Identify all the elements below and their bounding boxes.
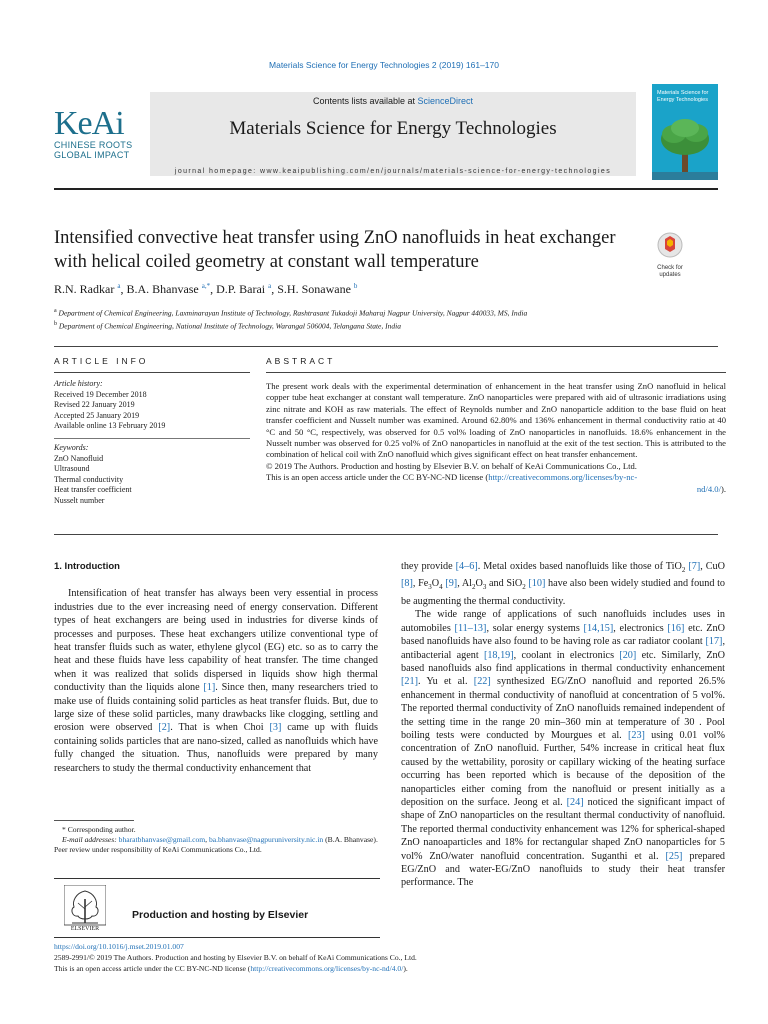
cover-title: Materials Science for Energy Technologies [657,90,709,103]
article-info-rule [54,372,250,373]
citation-link[interactable]: [2] [158,722,171,734]
body-paragraph: Intensification of heat transfer has always been very essential in process industries due to the ever increasing need of energy conservation. Different types of heat exchangers are being used in industries for diverse kinds of processes and purposes. These heat exchangers utilize conventional type of heat transfer fluids such as water, ethylene glycol (EG) etc. so as to carry the heat and these fluids have less capability of heat transfer. The time changed when it was realized that solids dispersed in liquids show high thermal conductivity than the liquids alone [1]. Since then, many researchers tried to make use of fluids containing solid particles as heat transfer fluids. But, due to large size of these solid particles, many drawbacks like clogging, settling and erosion were observed [2]. That is when Choi [3] came up with fluids containing solids particles that are nano-sized, called as nanofluids which have fully changed the situation. Thus, nanofluids were prepared by many researchers to study the thermal conductivity enhancement that [54,588,378,774]
keyword: Nusselt number [54,495,105,505]
doi-link[interactable]: https://doi.org/10.1016/j.mset.2019.01.007 [54,942,184,951]
abstract-license: This is an open access article under the CC BY-NC-ND license (http://creativecommons.org/licenses/by-nc- [266,472,638,483]
journal-title: Materials Science for Energy Technologies [229,118,557,139]
citation-link[interactable]: [14,15] [583,622,614,634]
citation-link[interactable]: [18,19] [483,649,514,661]
citation-link[interactable]: [21] [401,676,418,688]
citation-link[interactable]: [23] [627,729,645,741]
keai-tagline-1: CHINESE ROOTS [54,140,133,150]
footer-copyright: 2589-2991/© 2019 The Authors. Production and hosting by Elsevier B.V. on behalf of KeAi Communications Co., Ltd. [54,953,417,962]
tree-icon [652,84,718,180]
citation-link[interactable]: [9] [445,578,458,590]
abstract-heading: ABSTRACT [266,356,336,366]
journal-reference-link[interactable]: Materials Science for Energy Technologies 2 (2019) 161–170 [269,60,499,70]
footer-license: This is an open access article under the CC BY-NC-ND license (http://creativecommons.org/licenses/by-nc-nd/4.0/). [54,964,408,973]
elsevier-label: ELSEVIER [70,926,100,931]
article-info [54,379,250,507]
keywords-label: Keywords: [54,442,89,452]
keai-logo [54,105,144,160]
abstract-text: The present work deals with the experimental determination of enhancement in the heat transfer using ZnO nanofluid in helical copper tube heat exchanger at constant wall temperature. ZnO nanoparticles were prepared with aid of ultrasonic irradiations using zinc nitrate and KOH as raw materials. The effect of Reynolds number and ZnO nanoparticle addition to the base fluid on heat transfer coefficient and Nusselt number was examined. Around 62.80% and 136% enhancement in thermal conductivity ratio at 40 °C and 50 °C, respectively, was observed for 0.5 vol% loading of ZnO nanoparticles in nanofluids. 18.6% enhancement in the Nusselt number was observed for 0.25 vol% of ZnO nanoparticles in nanofluid at the exit of the test section. This is attributed to the combination of helical coil with ZnO nanofluid which gives significant effect on heat transfer enhancement. [266,381,726,460]
production-hosting-text: Production and hosting by Elsevier [132,909,309,921]
journal-homepage[interactable]: journal homepage: www.keaipublishing.com/en/journals/materials-science-for-energy-technologies [174,168,612,175]
info-divider [54,438,250,439]
crossmark-label: Check for updates [657,265,683,278]
contents-line: Contents lists available at ScienceDirect [312,96,474,106]
history-item: Accepted 25 January 2019 [54,410,140,420]
abstract-rule [266,372,726,373]
abstract-copyright: © 2019 The Authors. Production and hosting by Elsevier B.V. on behalf of KeAi Communications Co., Ltd. [266,460,637,471]
citation-link[interactable]: [1] [203,682,216,694]
sciencedirect-link[interactable]: ScienceDirect [417,96,474,106]
journal-cover-thumbnail[interactable] [652,84,718,180]
footnotes [54,825,380,855]
elsevier-tree-icon [64,885,106,931]
body-column-right [401,560,725,890]
history-label: Article history: [54,379,103,388]
body-paragraph: they provide [4–6]. Metal oxides based nanofluids like those of TiO$_2$ [7], CuO [8], $Fe_3O_4$ [9], $Al_2O_3$ and SiO$_2$ [10] have also been widely studied and found to be augmenting the thermal conductivity. [401,561,726,607]
peer-review-note: Peer review under responsibility of KeAi Communications Co., Ltd. [54,845,262,854]
keyword: Thermal conductivity [54,474,124,484]
author-name[interactable]: D.P. Barai [216,282,266,296]
page-footer [54,941,718,974]
citation-link[interactable]: [10] [528,578,546,590]
history-item: Revised 22 January 2019 [54,400,135,410]
introduction-heading: 1. Introduction [54,561,120,572]
article-info-heading: ARTICLE INFO [54,356,149,366]
history-item: Available online 13 February 2019 [54,421,166,431]
keai-tagline-2: GLOBAL IMPACT [54,150,130,160]
author-sup: a [268,282,272,290]
footnote-rule [54,820,134,821]
author-sup: b [353,282,358,290]
section-rule [54,346,718,347]
journal-header [54,84,718,188]
citation-link[interactable]: [8] [401,578,413,590]
author-sup: a,* [201,282,211,290]
citation-link[interactable]: [22] [473,676,491,688]
crossmark-icon [657,232,683,258]
keyword: ZnO Nanofluid [54,453,104,463]
header-rule [54,188,718,190]
keyword: Ultrasound [54,464,90,474]
email-note: E-mail addresses: bharatbhanvase@gmail.com, ba.bhanvase@nagpuruniversity.nic.in (B.A. Bhanvase). [62,835,378,844]
email-link[interactable]: bharatbhanvase@gmail.com [118,835,206,844]
keyword: Heat transfer coefficient [54,485,132,495]
author-name[interactable]: S.H. Sonawane [277,282,351,296]
author-sup: a [117,282,121,290]
elsevier-banner [54,878,380,938]
license-link[interactable]: nd/4.0/ [696,483,721,494]
body-column-left [54,560,378,775]
license-link[interactable]: http://creativecommons.org/licenses/by-nc-nd/4.0/ [250,964,404,973]
check-for-updates-button[interactable] [650,232,690,278]
email-link[interactable]: ba.bhanvase@nagpuruniversity.nic.in [208,835,324,844]
author-name[interactable]: B.A. Bhanvase [126,282,199,296]
citation-link[interactable]: [11–13] [454,622,487,634]
section-rule [54,534,718,535]
license-link[interactable]: http://creativecommons.org/licenses/by-nc- [488,472,638,483]
citation-link[interactable]: [4–6] [455,561,478,572]
body-paragraph: The wide range of applications of such nanofluids includes uses in automobiles [11–13], solar energy systems [14,15], electronics [16] etc. ZnO based nanofluids have also found to be having role as car radiator coolant [17], antibacterial agent [18,19], coolant in electronics [20] etc. Similarly, ZnO based nanofluids also find applications in thermal conductivity enhancement [21]. Yu et al. [22] synthesized EG/ZnO nanofluid and reported 26.5% enhancement in thermal conductivity of nanofluid at concentration of 5 vol%. The reported thermal conductivity of ZnO nanofluids remained independent of the setting time in the range 20 min–360 min at temperature of 30 . Pool boiling tests were conducted by Mourgues et al. [23] using 0.01 vol% concentration of ZnO nanofluid. Further, 54% increase in critical heat flux caused by the wettability, porosity or capillary wicking of the heating surface occurring has been reported which is because of the deposition of the nanoparticles either coming from the nanofluid or present initially as a deposition on the surface. Jeong et al. [24] noticed the significant impact of shape of ZnO nanoparticles on the resultant thermal conductivity of nanofluid. The reported thermal conductivity enhancement was 12% for spherical-shaped ZnO nanoaparticles and 18% for rectangular shaped ZnO nanoparticles for 5 vol% ZnO/water nanofluid concentration. Suganthi et al. [25] prepared EG/ZnO and water-EG/ZnO nanofluids to study their heat transfer performance. The [401,609,725,889]
citation-link[interactable]: [20] [619,649,637,661]
history-item: Received 19 December 2018 [54,389,147,399]
citation-link[interactable]: [7] [688,561,701,572]
affiliation-item: $^a$ Department of Chemical Engineering, Laxminarayan Institute of Technology, Rashtrasant Tukadoji Maharaj Nagpur University, Nagpur 440033, MS, India [54,308,528,318]
article-title: Intensified convective heat transfer using ZnO nanofluids in heat exchanger with helical coiled geometry at constant wall temperature [54,228,616,272]
citation-link[interactable]: [25] [665,850,683,862]
journal-masthead [150,92,636,176]
citation-link[interactable]: [24] [566,796,584,808]
keai-logo-text: KeAi [54,105,124,142]
author-name[interactable]: R.N. Radkar [54,282,115,296]
citation-link[interactable]: [3] [269,722,282,734]
corresponding-author-note: * Corresponding author. [62,825,136,834]
abstract-license-cont: nd/4.0/). [696,483,726,494]
affiliation-item: $^b$ Department of Chemical Engineering, National Institute of Technology, Warangal 506004, Telangana State, India [54,320,401,330]
author-list: R.N. Radkar $^a$, B.A. Bhanvase $^{a,*}$, D.P. Barai $^a$, S.H. Sonawane $^b$ [54,282,358,296]
citation-link[interactable]: [16] [667,622,685,634]
citation-link[interactable]: [17] [705,636,723,648]
affiliations [54,306,694,331]
abstract [266,381,726,495]
